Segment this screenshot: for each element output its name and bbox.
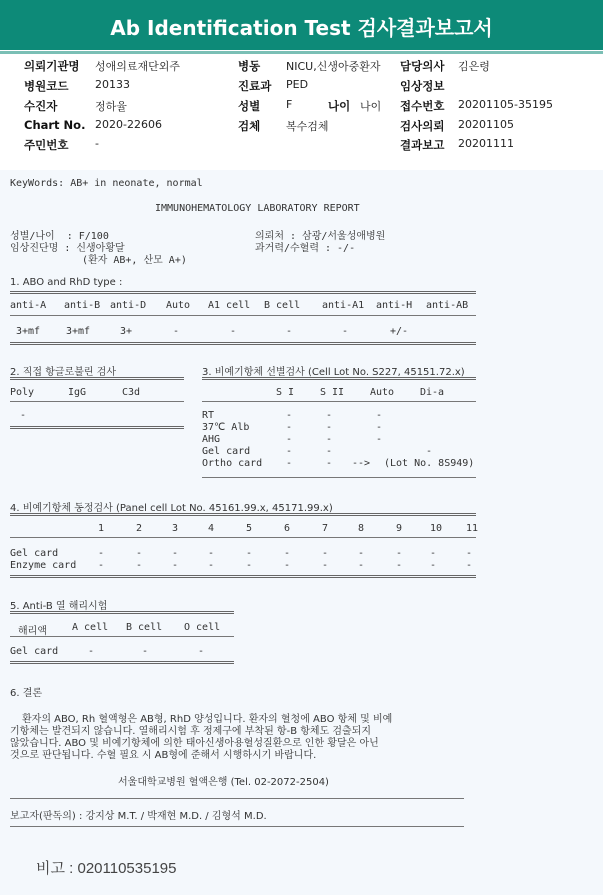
panel-header: 4 <box>208 523 215 534</box>
screen-row-label: Ortho card <box>202 458 263 469</box>
diagnosis-note: (환자 AB+, 산모 A+) <box>82 255 187 266</box>
panel-value: - <box>172 548 179 559</box>
panel-value: - <box>284 548 291 559</box>
abo-header: anti-A1 <box>322 300 365 311</box>
specimen-value: 복수검체 <box>286 120 329 133</box>
abo-header: Auto <box>166 300 191 311</box>
panel-row-label: Enzyme card <box>10 560 77 571</box>
screen-header: S II <box>320 387 345 398</box>
divider <box>10 537 476 538</box>
screen-row-label: Gel card <box>202 446 251 457</box>
specimen-label: 검체 <box>238 119 261 133</box>
abo-header: B cell <box>264 300 301 311</box>
divider <box>202 477 476 478</box>
panel-header: 5 <box>246 523 253 534</box>
dept-value: PED <box>286 78 309 91</box>
age-value: 나이 <box>360 100 382 113</box>
panel-header: 9 <box>396 523 403 534</box>
panel-value: - <box>172 560 179 571</box>
panel-value: - <box>396 548 403 559</box>
divider <box>10 291 476 294</box>
abo-value: - <box>286 326 293 337</box>
panel-value: - <box>136 548 143 559</box>
abo-header: anti-AB <box>426 300 469 311</box>
abo-header: anti-B <box>64 300 101 311</box>
dat-header: Poly <box>10 387 35 398</box>
recipient-value: 정하율 <box>95 100 127 113</box>
divider <box>10 661 234 664</box>
request-date-value: 20201105 <box>458 118 514 131</box>
blood-bank-signature: 서울대학교병원 혈액은행 (Tel. 02-2072-2504) <box>118 777 329 788</box>
divider <box>10 377 184 380</box>
panel-value: - <box>98 548 105 559</box>
panel-value: - <box>396 560 403 571</box>
elution-value: - <box>88 646 95 657</box>
screen-row-label: RT <box>202 410 215 421</box>
screen-value: - <box>286 422 293 433</box>
sex-label: 성별 <box>238 99 261 113</box>
section1-title: 1. ABO and RhD type : <box>10 277 123 288</box>
panel-value: - <box>322 548 329 559</box>
section3-title: 3. 비예기항체 선별검사 (Cell Lot No. S227, 45151.72.x) <box>202 367 465 378</box>
elution-row-label: Gel card <box>10 646 59 657</box>
receipt-no-label: 접수번호 <box>400 99 445 113</box>
request-date-label: 검사의뢰 <box>400 119 445 133</box>
divider <box>10 426 184 429</box>
panel-value: - <box>322 560 329 571</box>
diagnosis-line: 임상진단명 : 신생아황달 <box>10 243 125 254</box>
sex-value: F <box>286 98 293 111</box>
section6-title: 6. 결론 <box>10 688 43 699</box>
abo-value: - <box>230 326 237 337</box>
lab-title: IMMUNOHEMATOLOGY LABORATORY REPORT <box>155 203 360 214</box>
abo-header: anti-H <box>376 300 413 311</box>
elution-value: - <box>198 646 205 657</box>
panel-row-label: Gel card <box>10 548 59 559</box>
panel-value: - <box>246 548 253 559</box>
reporter-line: 보고자(판독의) : 강지상 M.T. / 박재현 M.D. / 김형석 M.D. <box>10 811 267 822</box>
screen-value: - <box>286 410 293 421</box>
screen-row-label: 37℃ Alb <box>202 422 250 433</box>
doctor-label: 담당의사 <box>400 59 445 73</box>
divider <box>10 826 464 827</box>
elution-header: A cell <box>72 622 109 633</box>
elution-header: O cell <box>184 622 221 633</box>
panel-header: 1 <box>98 523 105 534</box>
panel-value: - <box>208 560 215 571</box>
divider <box>10 575 476 578</box>
elution-header: 해리액 <box>18 626 47 637</box>
conclusion-line: 환자의 ABO, Rh 혈액형은 AB형, RhD 양성입니다. 환자의 혈청에 ABO 항체 및 비예 <box>22 714 393 725</box>
panel-header: 7 <box>322 523 329 534</box>
recipient-label: 수진자 <box>24 99 58 113</box>
chart-no-label: Chart No. <box>24 118 86 132</box>
screen-header: Auto <box>370 387 395 398</box>
divider <box>10 798 464 799</box>
conclusion-line: 것으로 판단됩니다. 수혈 필요 시 AB형에 준해서 시행하시기 바랍니다. <box>10 750 317 761</box>
screen-value: (Lot No. 8S949) <box>384 458 475 469</box>
screen-value: - <box>426 446 433 457</box>
screen-value: - <box>376 422 383 433</box>
sex-age-line: 성별/나이 : F/100 <box>10 231 109 242</box>
institution-value: 성애의료재단외주 <box>95 60 181 73</box>
dat-header: C3d <box>122 387 141 398</box>
ward-label: 병동 <box>238 59 261 73</box>
abo-value: - <box>173 326 180 337</box>
panel-value: - <box>284 560 291 571</box>
screen-value: - <box>326 458 333 469</box>
report-body <box>0 170 603 895</box>
screen-value: - <box>326 434 333 445</box>
divider <box>202 401 476 402</box>
panel-value: - <box>358 560 365 571</box>
panel-value: - <box>358 548 365 559</box>
abo-value: +/- <box>390 326 409 337</box>
chart-no-value: 2020-22606 <box>95 118 162 131</box>
abo-value: 3+mf <box>16 326 41 337</box>
section4-title: 4. 비예기항체 동정검사 (Panel cell Lot No. 45161.99.x, 45171.99.x) <box>10 503 333 514</box>
panel-header: 11 <box>466 523 479 534</box>
screen-value: - <box>326 446 333 457</box>
screen-value: --> <box>352 458 371 469</box>
panel-header: 3 <box>172 523 179 534</box>
panel-header: 2 <box>136 523 143 534</box>
divider <box>10 342 476 345</box>
hospital-code-value: 20133 <box>95 78 130 91</box>
abo-header: anti-A <box>10 300 47 311</box>
receipt-no-value: 20201105-35195 <box>458 98 553 111</box>
keywords: KeyWords: AB+ in neonate, normal <box>10 178 203 189</box>
elution-header: B cell <box>126 622 163 633</box>
abo-header: A1 cell <box>208 300 251 311</box>
abo-header: anti-D <box>110 300 147 311</box>
screen-header: Di-a <box>420 387 445 398</box>
remark-note: 비고 : 020110535195 <box>36 860 177 877</box>
age-label: 나이 <box>328 99 351 113</box>
screen-value: - <box>326 410 333 421</box>
panel-header: 6 <box>284 523 291 534</box>
divider <box>10 315 476 316</box>
ward-value: NICU,신생아중환자 <box>286 60 381 73</box>
section5-title: 5. Anti-B 열 해리시험 <box>10 601 108 612</box>
rrn-value: - <box>95 137 99 150</box>
rrn-label: 주민번호 <box>24 138 69 152</box>
screen-value: - <box>286 434 293 445</box>
abo-value: - <box>342 326 349 337</box>
panel-value: - <box>136 560 143 571</box>
panel-value: - <box>466 548 473 559</box>
dat-value: - <box>20 410 27 421</box>
screen-value: - <box>376 410 383 421</box>
divider <box>10 513 476 516</box>
screen-value: - <box>326 422 333 433</box>
screen-value: - <box>286 446 293 457</box>
conclusion-line: 기항체는 발견되지 않습니다. 열해리시험 후 정제구에 부착된 항-B 항체도 검출되지 <box>10 726 372 737</box>
section2-title: 2. 직접 항글로불린 검사 <box>10 367 117 378</box>
referring-hospital: 의뢰처 : 삼광/서울성애병원 <box>255 231 386 242</box>
abo-value: 3+ <box>120 326 133 337</box>
report-date-value: 20201111 <box>458 137 514 150</box>
divider <box>202 377 476 380</box>
panel-value: - <box>466 560 473 571</box>
institution-label: 의뢰기관명 <box>24 59 80 73</box>
screen-value: - <box>376 434 383 445</box>
panel-value: - <box>246 560 253 571</box>
divider <box>10 401 184 402</box>
dept-label: 진료과 <box>238 79 272 93</box>
clinical-info-label: 임상정보 <box>400 79 445 93</box>
abo-value: 3+mf <box>66 326 91 337</box>
panel-value: - <box>208 548 215 559</box>
divider <box>10 611 234 614</box>
history-line: 과거력/수혈력 : -/- <box>255 243 356 254</box>
panel-value: - <box>430 548 437 559</box>
hospital-code-label: 병원코드 <box>24 79 69 93</box>
report-date-label: 결과보고 <box>400 138 445 152</box>
panel-value: - <box>98 560 105 571</box>
divider <box>10 636 234 637</box>
panel-header: 8 <box>358 523 365 534</box>
dat-header: IgG <box>68 387 87 398</box>
screen-header: S I <box>276 387 295 398</box>
doctor-value: 김은령 <box>458 60 490 73</box>
screen-value: - <box>286 458 293 469</box>
screen-row-label: AHG <box>202 434 221 445</box>
conclusion-line: 않았습니다. ABO 및 비예기항체에 의한 태아신생아용혈성질환으로 인한 황달은 아닌 <box>10 738 379 749</box>
panel-header: 10 <box>430 523 443 534</box>
report-title: Ab Identification Test 검사결과보고서 <box>0 0 603 50</box>
elution-value: - <box>142 646 149 657</box>
panel-value: - <box>430 560 437 571</box>
